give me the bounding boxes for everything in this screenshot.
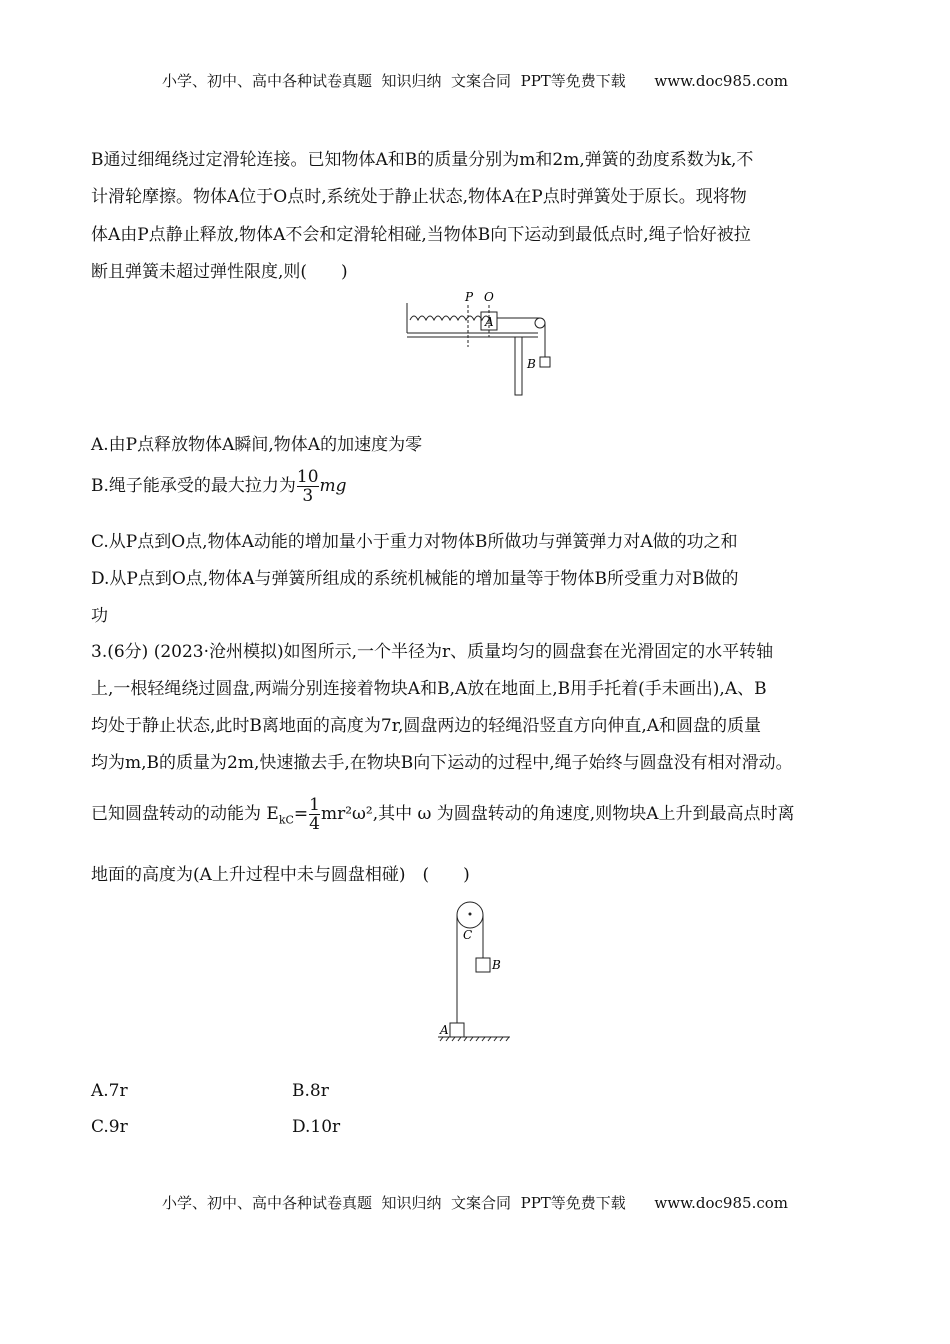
denominator: 3 <box>302 486 314 506</box>
q2-text-line: B通过细绳绕过定滑轮连接。已知物体A和B的质量分别为m和2m,弹簧的劲度系数为k,不 <box>91 150 754 170</box>
q3-formula-line <box>91 796 795 833</box>
q2-option-d: D.从P点到O点,物体A与弹簧所组成的系统机械能的增加量等于物体B所受重力对B做的 <box>91 569 739 589</box>
page-header: 小学、初中、高中各种试卷真题 知识归纳 文案合同 PPT等免费下载 www.doc985.com <box>161 72 788 90</box>
numerator: 1 <box>309 795 320 815</box>
q3-option-c: C.9r <box>91 1117 128 1137</box>
q2-text-line: 计滑轮摩擦。物体A位于O点时,系统处于静止状态,物体A在P点时弹簧处于原长。现将物 <box>91 187 747 207</box>
q3-text-line: 3.(6分) (2023·沧州模拟)如图所示,一个半径为r、质量均匀的圆盘套在光滑固定的水平转轴 <box>91 642 774 662</box>
label-b: B <box>527 357 536 371</box>
formula-prefix: 已知圆盘转动的动能为 E <box>91 804 279 824</box>
formula-subscript: kC <box>278 813 294 827</box>
option-b-prefix: B.绳子能承受的最大拉力为 <box>91 476 296 496</box>
q3-text-line: 均为m,B的质量为2m,快速撤去手,在物块B向下运动的过程中,绳子始终与圆盘没有相对滑动。 <box>91 753 793 773</box>
q3-text-line: 地面的高度为(A上升过程中未与圆盘相碰) ( ) <box>91 865 470 885</box>
numerator: 10 <box>296 467 319 487</box>
q3-option-d: D.10r <box>292 1117 341 1137</box>
q3-option-a: A.7r <box>91 1081 128 1101</box>
fraction <box>309 796 320 833</box>
formula-equals: = <box>293 804 309 824</box>
fraction <box>297 468 319 505</box>
q3-pulley-figure <box>430 895 520 1045</box>
q2-text-line: 断且弹簧未超过弹性限度,则( ) <box>91 262 348 282</box>
option-b-suffix: mg <box>319 476 347 496</box>
label-p: P <box>465 290 474 304</box>
formula-suffix: mr²ω²,其中 ω 为圆盘转动的角速度,则物块A上升到最高点时离 <box>321 804 795 824</box>
page-footer: 小学、初中、高中各种试卷真题 知识归纳 文案合同 PPT等免费下载 www.doc985.com <box>161 1194 788 1212</box>
label-a: A <box>440 1023 449 1037</box>
label-c: C <box>463 928 473 942</box>
label-o: O <box>484 290 494 304</box>
q2-option-c: C.从P点到O点,物体A动能的增加量小于重力对物体B所做功与弹簧弹力对A做的功之和 <box>91 532 738 552</box>
label-a: A <box>485 315 494 329</box>
q3-text-line: 均处于静止状态,此时B离地面的高度为7r,圆盘两边的轻绳沿竖直方向伸直,A和圆盘的质量 <box>91 716 762 736</box>
q2-text-line: 体A由P点静止释放,物体A不会和定滑轮相碰,当物体B向下运动到最低点时,绳子恰好被拉 <box>91 225 751 245</box>
q2-option-d-cont: 功 <box>91 606 108 626</box>
label-b: B <box>492 958 501 972</box>
q2-option-a: A.由P点释放物体A瞬间,物体A的加速度为零 <box>91 435 423 455</box>
q2-option-b <box>91 468 347 505</box>
q3-option-b: B.8r <box>292 1081 329 1101</box>
denominator: 4 <box>309 814 320 834</box>
q3-text-line: 上,一根轻绳绕过圆盘,两端分别连接着物块A和B,A放在地面上,B用手托着(手未画出),A、B <box>91 679 767 699</box>
q2-spring-pulley-figure <box>400 285 560 400</box>
